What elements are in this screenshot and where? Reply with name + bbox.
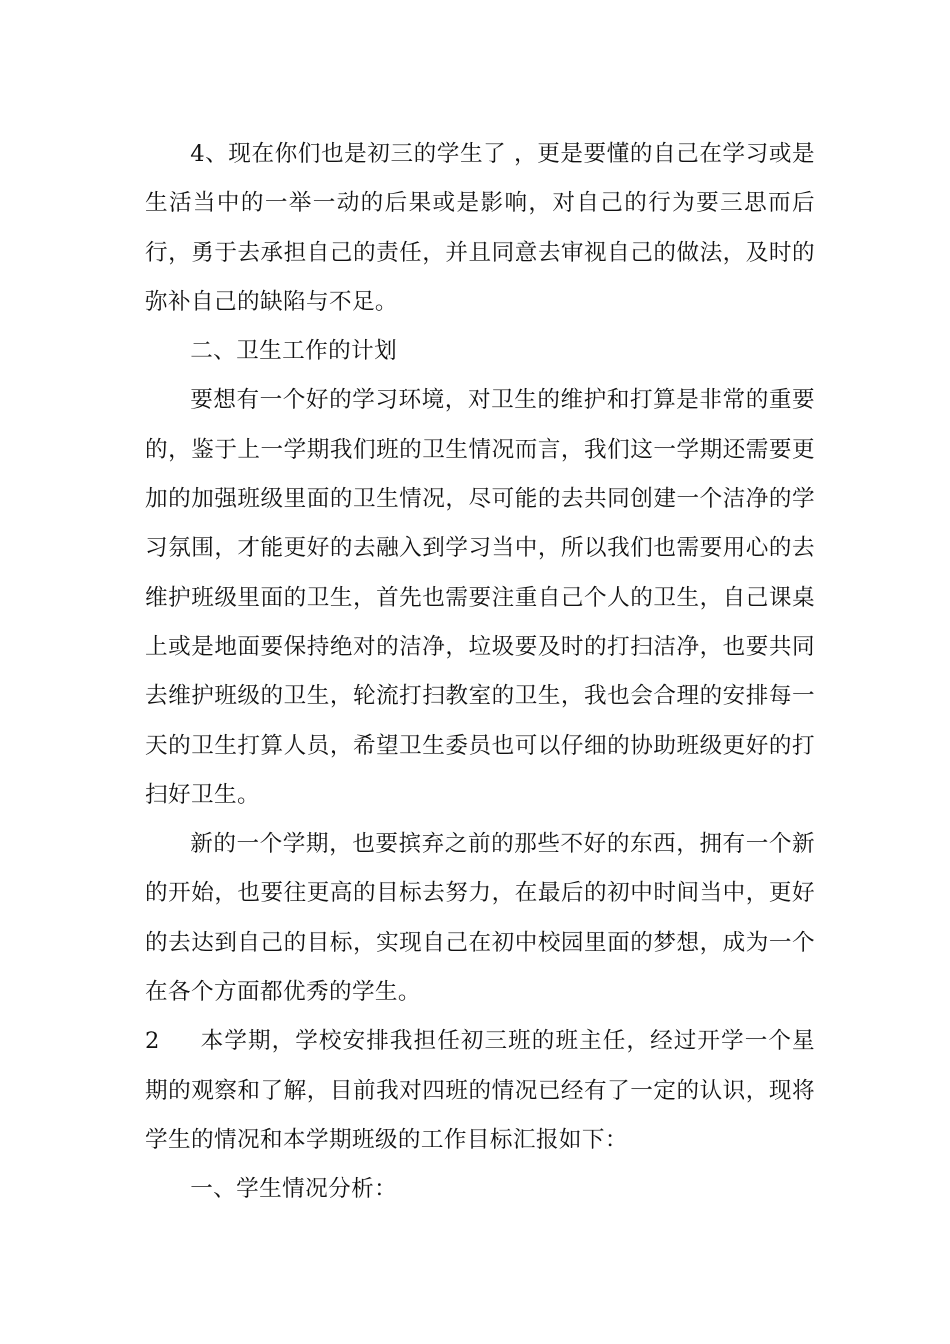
- heading-student-analysis: 一、学生情况分析：: [190, 1176, 398, 1203]
- paragraph-new-semester: 新的一个学期，也要摈弃之前的那些不好的东西，拥有一个新的开始，也要往更高的目标去努力，在最后的初中时间当中，更好的去达到自己的目标，实现自己在初中校园里面的梦想，成为一个在各个方面都优秀的学生。: [145, 831, 815, 1006]
- section-number: 2: [145, 1028, 160, 1055]
- section-2-paragraph: [145, 1017, 815, 1165]
- heading-hygiene-plan: 二、卫生工作的计划: [190, 338, 398, 365]
- section-2-text: 本学期，学校安排我担任初三班的班主任，经过开学一个星期的观察和了解，目前我对四班的情况已经有了一定的认识，现将学生的情况和本学期班级的工作目标汇报如下：: [145, 1028, 815, 1153]
- paragraph-hygiene-details: 要想有一个好的学习环境，对卫生的维护和打算是非常的重要的，鉴于上一学期我们班的卫生情况而言，我们这一学期还需要更加的加强班级里面的卫生情况，尽可能的去共同创建一个洁净的学习氛围，才能更好的去融入到学习当中，所以我们也需要用心的去维护班级里面的卫生，首先也需要注重自己个人的卫生，自己课桌上或是地面要保持绝对的洁净，垃圾要及时的打扫洁净，也要共同去维护班级的卫生，轮流打扫教室的卫生，我也会合理的安排每一天的卫生打算人员，希望卫生委员也可以仔细的协助班级更好的打扫好卫生。: [145, 387, 815, 808]
- document-body: [145, 130, 815, 1215]
- paragraph-point-4: 4、现在你们也是初三的学生了 ，更是要懂的自己在学习或是生活当中的一举一动的后果或是影响，对自己的行为要三思而后行，勇于去承担自己的责任，并且同意去审视自己的做法，及时的弥补自己的缺陷与不足。: [145, 141, 815, 315]
